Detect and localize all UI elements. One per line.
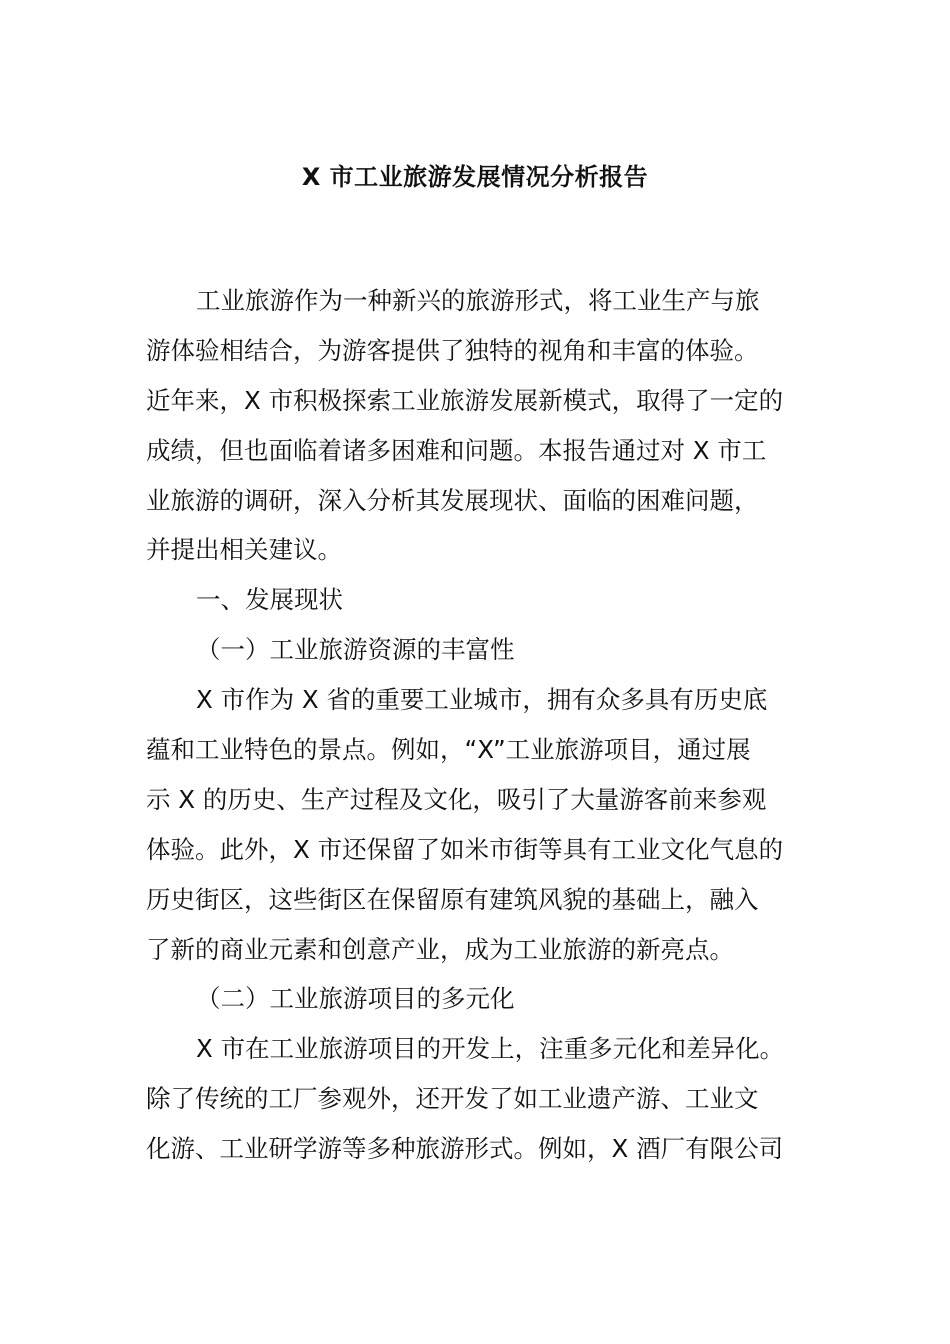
paragraph-line: 示 X 的历史、生产过程及文化，吸引了大量游客前来参观 [146,784,767,814]
paragraph-line: 蕴和工业特色的景点。例如，“X”工业旅游项目，通过展 [146,735,751,765]
section-heading: 一、发展现状 [196,585,343,615]
paragraph-line: 工业旅游作为一种新兴的旅游形式，将工业生产与旅 [196,286,760,315]
subsection-heading: （二）工业旅游项目的多元化 [196,984,515,1014]
document-body [146,276,810,1174]
paragraph-line: 近年来，X 市积极探索工业旅游发展新模式，取得了一定的 [146,385,784,415]
subsection-heading: （一）工业旅游资源的丰富性 [196,635,515,665]
document-title: X 市工业旅游发展情况分析报告 [301,163,649,191]
paragraph-line: 了新的商业元素和创意产业，成为工业旅游的新亮点。 [146,934,734,964]
paragraph-line: X 市在工业旅游项目的开发上，注重多元化和差异化。 [196,1034,785,1064]
paragraph-line: 化游、工业研学游等多种旅游形式。例如，X 酒厂有限公司 [146,1134,784,1164]
paragraph-line: X 市作为 X 省的重要工业城市，拥有众多具有历史底 [196,685,768,715]
paragraph-line: 业旅游的调研，深入分析其发展现状、面临的困难问题， [146,485,759,515]
paragraph-line: 并提出相关建议。 [146,535,342,565]
paragraph-line: 历史街区，这些街区在保留原有建筑风貌的基础上，融入 [146,884,759,914]
paragraph-line: 除了传统的工厂参观外，还开发了如工业遗产游、工业文 [146,1084,759,1114]
paragraph-line: 成绩，但也面临着诸多困难和问题。本报告通过对 X 市工 [146,435,767,465]
paragraph-line: 体验。此外，X 市还保留了如米市街等具有工业文化气息的 [146,834,784,864]
paragraph-line: 游体验相结合，为游客提供了独特的视角和丰富的体验。 [146,335,759,365]
